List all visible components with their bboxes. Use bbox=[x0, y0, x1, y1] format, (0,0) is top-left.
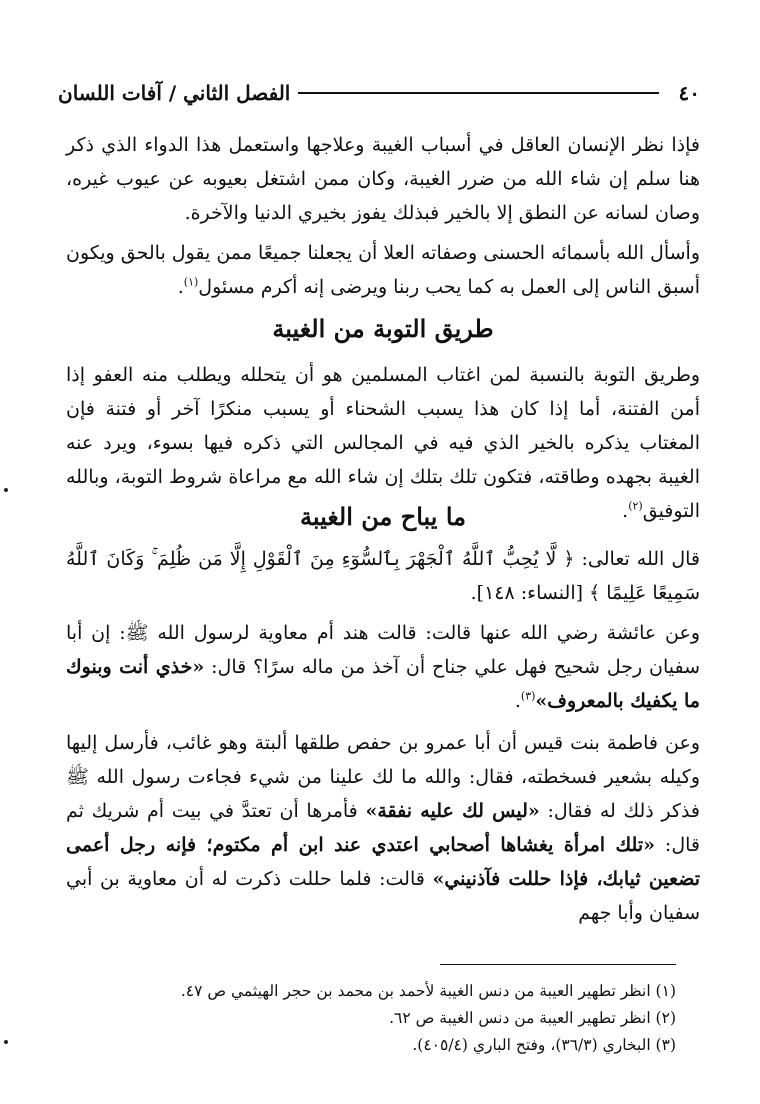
paragraph-quran-verse bbox=[66, 542, 700, 610]
paragraph-text: وعن عائشة رضي الله عنها قالت: قالت هند أم معاوية لرسول الله ﷺ: إن أبا سفيان رجل شحيح فهل علي جناح أن آخذ من ماله سرًا؟ قال: bbox=[66, 622, 701, 678]
page-header bbox=[58, 78, 700, 108]
paragraph-hadith-fatima bbox=[66, 726, 700, 930]
header-rule bbox=[298, 92, 658, 94]
paragraph-text: وطريق التوبة بالنسبة لمن اغتاب المسلمين هو أن يتحلله ويطلب منه العفو إذا أمن الفتنة، أما إذا كان هذا يسبب الشحناء أو يسبب منكرًا آخر أو فتنة فإن المغتاب يذكره بالخير الذي فيه في المجالس التي ذكره فيها بسوء، ويرد عنه الغيبة بجهده وطاقته، فتكون تلك بتلك إن شاء الله مع مراعاة شروط التوبة، وبالله التوفيق bbox=[66, 364, 700, 522]
page-number: ٤٠ bbox=[678, 81, 700, 105]
paragraph-text: فإذا نظر الإنسان العاقل في أسباب الغيبة وعلاجها واستعمل هذا الدواء الذي ذكر هنا سلم إن شاء الله من ضرر الغيبة، وكان ممن اشتغل بعيوبه عن عيوب غيره، وصان لسانه عن النطق إلا بالخير فبذلك يفوز بخيري الدنيا والآخرة. bbox=[66, 134, 700, 224]
footnotes bbox=[56, 978, 676, 1059]
paragraph-supplication: وأسأل الله بأسمائه الحسنى وصفاته العلا أن يجعلنا جميعًا ممن يقول بالحق ويكون أسبق الناس إلى العمل به كما يحب ربنا ويرضى إنه أكرم مسئول$^{(١)}$. bbox=[66, 242, 700, 298]
paragraph-text: قالت: فلما حللت ذكرت له أن معاوية بن أبي سفيان وأبا جهم bbox=[66, 868, 700, 924]
footnote-ref: (١) bbox=[183, 275, 199, 289]
footnote-item: (٢) انظر تطهير العيبة من دنس الغيبة ص ٦٢. bbox=[389, 1009, 676, 1027]
heading-tawba: طريق التوبة من الغيبة bbox=[272, 314, 494, 343]
hadith-umm-sharik: «تلك امرأة يغشاها أصحابي اعتدي عند ابن أم مكتوم؛ فإنه رجل أعمى تضعين ثيابك، فإذا حللت فآذنيني» bbox=[66, 834, 700, 890]
paragraph-hadith-aisha: وعن عائشة رضي الله عنها قالت: قالت هند أم معاوية لرسول الله ﷺ: إن أبا سفيان رجل شحيح فهل علي جناح أن آخذ من ماله سرًا؟ قال: «خذي أنت وبنوك ما يكفيك بالمعروف»$^{(٣)}$. bbox=[66, 622, 701, 712]
hadith-hind-reply: «خذي أنت وبنوك ما يكفيك بالمعروف» bbox=[66, 656, 700, 712]
footnote-item: (١) انظر تطهير العيبة من دنس الغيبة لأحمد بن محمد بن حجر الهيثمي ص ٤٧. bbox=[180, 982, 676, 1000]
footnote-ref: (٣) bbox=[520, 689, 536, 703]
edge-mark bbox=[4, 488, 8, 492]
paragraph-remedy bbox=[66, 128, 700, 230]
paragraph-text: قال الله تعالى: ﴿ لَّا يُحِبُّ ٱللَّهُ ٱلْجَهْرَ بِٱلسُّوٓءِ مِنَ ٱلْقَوْلِ إِلَّا مَن ظُلِمَ ۚ وَكَانَ ٱللَّهُ سَمِيعًا عَلِيمًا ﴾ [النساء: ١٤٨]. bbox=[66, 548, 700, 604]
edge-mark bbox=[4, 1040, 8, 1044]
paragraph-text: فأمرها أن تعتدَّ في بيت أم شريك ثم قال: bbox=[66, 800, 700, 856]
chapter-title: الفصل الثاني / آفات اللسان bbox=[58, 81, 291, 105]
footnote-rule bbox=[440, 964, 676, 965]
paragraph-text: وأسأل الله بأسمائه الحسنى وصفاته العلا أن يجعلنا جميعًا ممن يقول بالحق ويكون أسبق الناس إلى العمل به كما يحب ربنا ويرضى إنه أكرم مسئول bbox=[66, 242, 700, 298]
footnote-item: (٣) البخاري (٣٦/٣)، وفتح الباري (٤٠٥/٤). bbox=[412, 1036, 676, 1054]
heading-mubah: ما يباح من الغيبة bbox=[300, 502, 466, 531]
hadith-no-nafaqa: «ليس لك عليه نفقة» bbox=[365, 800, 540, 822]
footnote-ref: (٢) bbox=[628, 499, 643, 513]
paragraph-text: وعن فاطمة بنت قيس أن أبا عمرو بن حفص طلقها ألبتة وهو غائب، فأرسل إليها وكيله بشعير فسخطته، فقال: والله ما لك علينا من شيء فجاءت رسول الله ﷺ فذكر ذلك له فقال: bbox=[66, 732, 701, 822]
paragraph-tawba: وطريق التوبة بالنسبة لمن اغتاب المسلمين هو أن يتحلله ويطلب منه العفو إذا أمن الفتنة، أما إذا كان هذا يسبب الشحناء أو يسبب منكرًا آخر أو فتنة فإن المغتاب يذكره بالخير الذي فيه في المجالس التي ذكره فيها بسوء، ويرد عنه الغيبة بجهده وطاقته، فتكون تلك بتلك إن شاء الله مع مراعاة شروط التوبة، وبالله التوفيق$^{(٢)}$. bbox=[66, 364, 700, 522]
